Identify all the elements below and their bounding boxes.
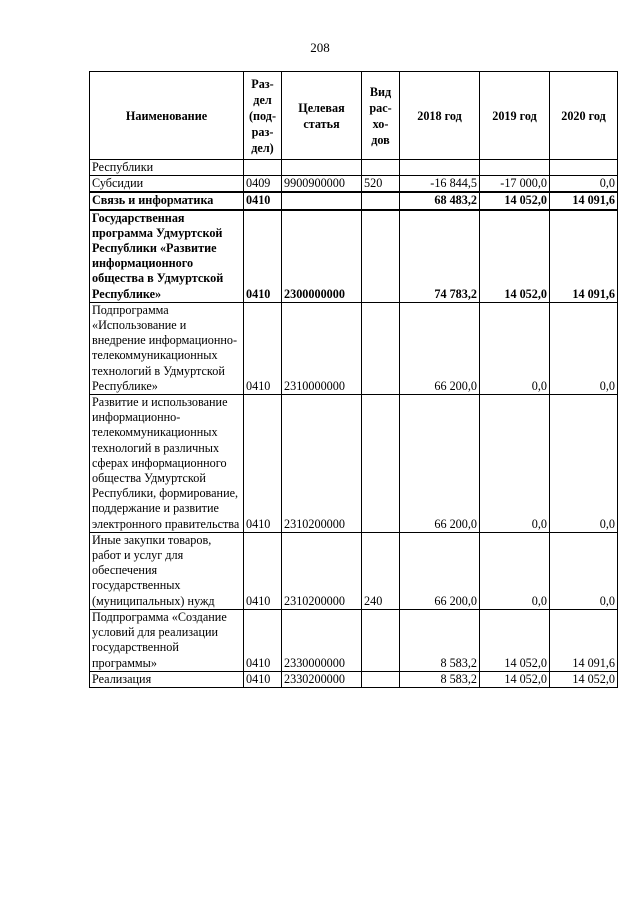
row-2019: 14 052,0 <box>480 192 550 209</box>
row-section <box>244 160 282 176</box>
row-section: 0410 <box>244 609 282 671</box>
row-type <box>362 210 400 303</box>
row-target: 2330000000 <box>282 609 362 671</box>
row-2020: 14 091,6 <box>550 210 618 303</box>
header-name: Наименование <box>90 72 244 160</box>
row-2020: 14 052,0 <box>550 671 618 687</box>
row-2019 <box>480 160 550 176</box>
row-2019: 0,0 <box>480 395 550 533</box>
row-2020: 14 091,6 <box>550 192 618 209</box>
row-target <box>282 160 362 176</box>
row-2018: 66 200,0 <box>400 532 480 609</box>
row-section: 0409 <box>244 176 282 193</box>
row-2018: 66 200,0 <box>400 395 480 533</box>
row-2020: 0,0 <box>550 176 618 193</box>
header-expense-type: Вид рас- хо- дов <box>362 72 400 160</box>
row-2019: 0,0 <box>480 302 550 394</box>
row-section: 0410 <box>244 210 282 303</box>
row-section: 0410 <box>244 302 282 394</box>
row-2020 <box>550 160 618 176</box>
row-type: 240 <box>362 532 400 609</box>
row-2020: 0,0 <box>550 302 618 394</box>
row-name: Субсидии <box>90 176 244 193</box>
row-target: 9900900000 <box>282 176 362 193</box>
header-target: Целевая статья <box>282 72 362 160</box>
table-row <box>90 532 618 609</box>
row-name: Подпрограмма «Использование и внедрение информационно-телекоммуникационных технологий в Удмуртской Республике» <box>90 302 244 394</box>
row-section: 0410 <box>244 532 282 609</box>
header-2018: 2018 год <box>400 72 480 160</box>
row-type <box>362 671 400 687</box>
row-section: 0410 <box>244 395 282 533</box>
row-2019: 14 052,0 <box>480 609 550 671</box>
row-name: Подпрограмма «Создание условий для реализации государственной программы» <box>90 609 244 671</box>
row-name: Республики <box>90 160 244 176</box>
row-name: Реализация <box>90 671 244 687</box>
row-2018: 66 200,0 <box>400 302 480 394</box>
budget-table <box>89 71 618 688</box>
row-2020: 0,0 <box>550 532 618 609</box>
row-type <box>362 302 400 394</box>
row-target: 2300000000 <box>282 210 362 303</box>
row-2019: 14 052,0 <box>480 671 550 687</box>
row-name: Развитие и использование информационно-телекоммуникационных технологий в различных сферах информационного общества Удмуртской Республики, формирование, поддержание и развитие электронного правительства <box>90 395 244 533</box>
table-row <box>90 160 618 176</box>
row-section: 0410 <box>244 671 282 687</box>
row-2018: 68 483,2 <box>400 192 480 209</box>
table-row <box>90 210 618 303</box>
row-section: 0410 <box>244 192 282 209</box>
header-section: Раз- дел (под- раз- дел) <box>244 72 282 160</box>
row-name: Связь и информатика <box>90 192 244 209</box>
row-type: 520 <box>362 176 400 193</box>
row-name: Иные закупки товаров, работ и услуг для обеспечения государственных (муниципальных) нужд <box>90 532 244 609</box>
table-row <box>90 609 618 671</box>
row-target <box>282 192 362 209</box>
row-2019: -17 000,0 <box>480 176 550 193</box>
row-2020: 14 091,6 <box>550 609 618 671</box>
page-number: 208 <box>310 40 330 55</box>
table-row <box>90 395 618 533</box>
row-2018: -16 844,5 <box>400 176 480 193</box>
row-type <box>362 395 400 533</box>
row-2018: 8 583,2 <box>400 609 480 671</box>
row-target: 2310000000 <box>282 302 362 394</box>
header-2020: 2020 год <box>550 72 618 160</box>
table-row <box>90 176 618 193</box>
row-2018 <box>400 160 480 176</box>
row-type <box>362 192 400 209</box>
table-row <box>90 671 618 687</box>
row-target: 2310200000 <box>282 532 362 609</box>
row-target: 2310200000 <box>282 395 362 533</box>
row-2019: 14 052,0 <box>480 210 550 303</box>
row-2020: 0,0 <box>550 395 618 533</box>
row-2018: 8 583,2 <box>400 671 480 687</box>
table-row <box>90 192 618 209</box>
table-row <box>90 302 618 394</box>
row-type <box>362 609 400 671</box>
row-type <box>362 160 400 176</box>
row-2018: 74 783,2 <box>400 210 480 303</box>
header-row <box>90 72 618 160</box>
row-target: 2330200000 <box>282 671 362 687</box>
row-2019: 0,0 <box>480 532 550 609</box>
header-2019: 2019 год <box>480 72 550 160</box>
row-name: Государственная программа Удмуртской Республики «Развитие информационного общества в Удмуртской Республике» <box>90 210 244 303</box>
